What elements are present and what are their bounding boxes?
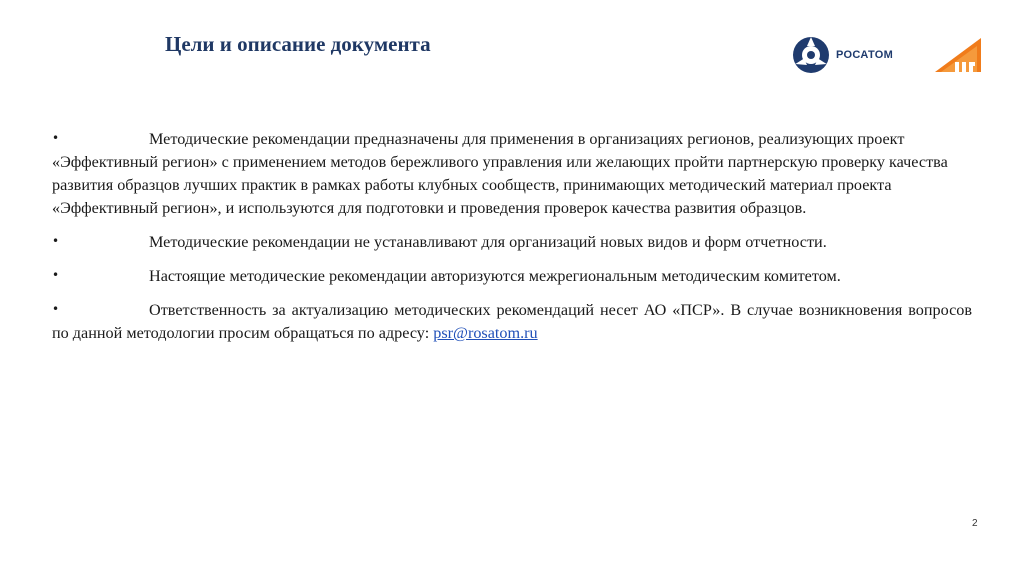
psr-logo bbox=[933, 36, 983, 79]
rosatom-atom-icon bbox=[792, 36, 830, 74]
paragraph-text: Методические рекомендации предназначены для применения в организациях регионов, реализующих проект «Эффективный регион» с применением методов бережливого управления или желающих пройти партнерскую проверку качества развития образцов лучших практик в рамках работы клубных сообществ, принимающих методический материал проекта «Эффективный регион», и используются для подготовки и проведения проверок качества развития образцов. bbox=[52, 130, 948, 217]
page-number: 2 bbox=[972, 518, 978, 529]
paragraph-responsibility bbox=[52, 298, 972, 345]
slide-title: Цели и описание документа bbox=[165, 32, 431, 56]
rosatom-text: РОСАТОМ bbox=[836, 49, 894, 61]
paragraph-text: Настоящие методические рекомендации авторизуются межрегиональным методическим комитетом. bbox=[149, 267, 841, 285]
bullet-marker: • bbox=[52, 131, 60, 145]
psr-logo-icon bbox=[933, 36, 983, 74]
content-body bbox=[52, 127, 972, 355]
rosatom-logo bbox=[792, 36, 893, 74]
paragraph-reporting bbox=[52, 230, 972, 254]
paragraph-text: Методические рекомендации не устанавливают для организаций новых видов и форм отчетности. bbox=[149, 233, 827, 251]
bullet-marker: • bbox=[52, 268, 60, 282]
bullet-marker: • bbox=[52, 302, 60, 316]
paragraph-purpose bbox=[52, 127, 972, 220]
bullet-marker: • bbox=[52, 234, 60, 248]
paragraph-text: Ответственность за актуализацию методических рекомендаций несет АО «ПСР». В случае возникновения вопросов по данной методологии просим обращаться по адресу: bbox=[52, 301, 972, 342]
contact-email-link[interactable]: psr@rosatom.ru bbox=[433, 324, 538, 342]
paragraph-authorization bbox=[52, 264, 972, 288]
